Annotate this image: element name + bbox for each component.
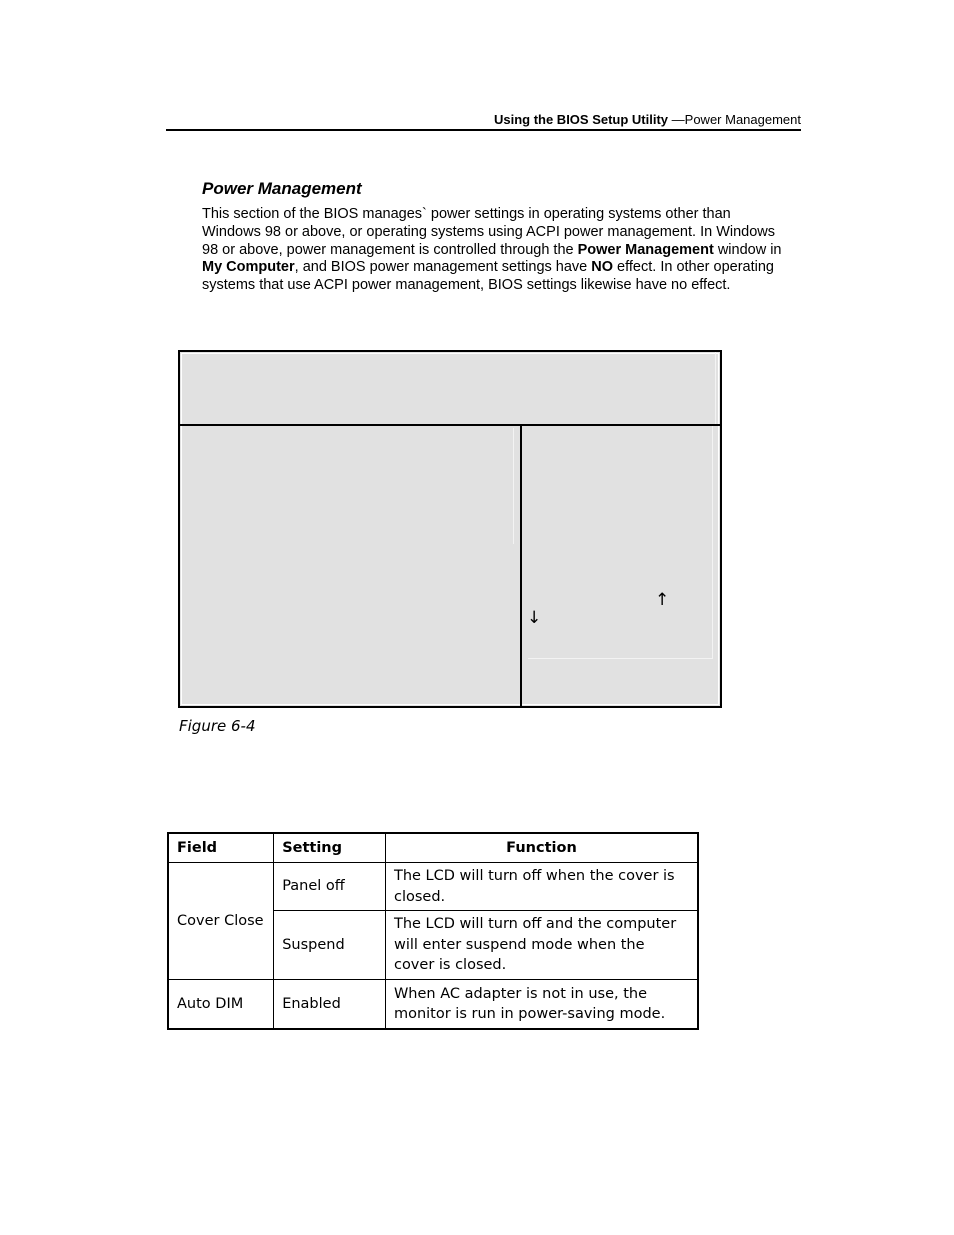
running-header-title: Using the BIOS Setup Utility — [493, 112, 669, 127]
field-cell: Auto DIM — [168, 980, 274, 1030]
intro-text-1: This section of the BIOS manages` power settings in operating systems other than Windows 98 or above, or operating systems using ACPI power management. In Windows 98 or above, power management is controlled through the — [202, 206, 776, 258]
intro-text-3: , and BIOS power management settings have — [294, 259, 592, 276]
field-cell: Cover Close — [168, 863, 274, 980]
bios-title-band — [180, 352, 720, 426]
table-row — [168, 980, 698, 1030]
function-cell: When AC adapter is not in use, the monitor is run in power-saving mode. — [385, 980, 698, 1030]
function-cell: The LCD will turn off when the cover is closed. — [385, 863, 698, 911]
running-header-section: —Power Management — [668, 112, 801, 127]
intro-bold-no: NO — [591, 259, 614, 276]
intro-text-2: window in — [713, 241, 782, 258]
figure-caption: Figure 6-4 — [179, 717, 256, 735]
up-arrow-icon: ↑ — [655, 590, 670, 610]
table-row — [168, 863, 698, 911]
header-field: Field — [168, 833, 274, 863]
setting-cell: Enabled — [274, 980, 386, 1030]
setting-cell: Suspend — [274, 911, 386, 980]
bios-title-edge — [715, 352, 716, 424]
settings-table — [167, 832, 699, 1030]
bios-settings-edge — [513, 428, 514, 544]
bios-settings-pane — [180, 426, 522, 706]
setting-cell: Panel off — [274, 863, 386, 911]
intro-bold-my-computer: My Computer — [202, 259, 295, 276]
intro-bold-power-management: Power Management — [577, 241, 714, 258]
header-rule — [166, 129, 801, 131]
running-header — [166, 111, 801, 129]
section-title: Power Management — [202, 179, 362, 198]
intro-paragraph — [202, 206, 782, 295]
table-header-row — [168, 833, 698, 863]
bios-help-panel — [528, 426, 713, 659]
intro-text-4: effect. In other operating systems that use ACPI power management, BIOS settings likewise have no effect. — [202, 259, 774, 294]
header-function: Function — [385, 833, 698, 863]
function-cell: The LCD will turn off and the computer will enter suspend mode when the cover is closed. — [385, 911, 698, 980]
bios-screenshot — [178, 350, 722, 708]
down-arrow-icon: ↓ — [527, 608, 542, 628]
bios-help-pane — [522, 426, 720, 706]
header-setting: Setting — [274, 833, 386, 863]
